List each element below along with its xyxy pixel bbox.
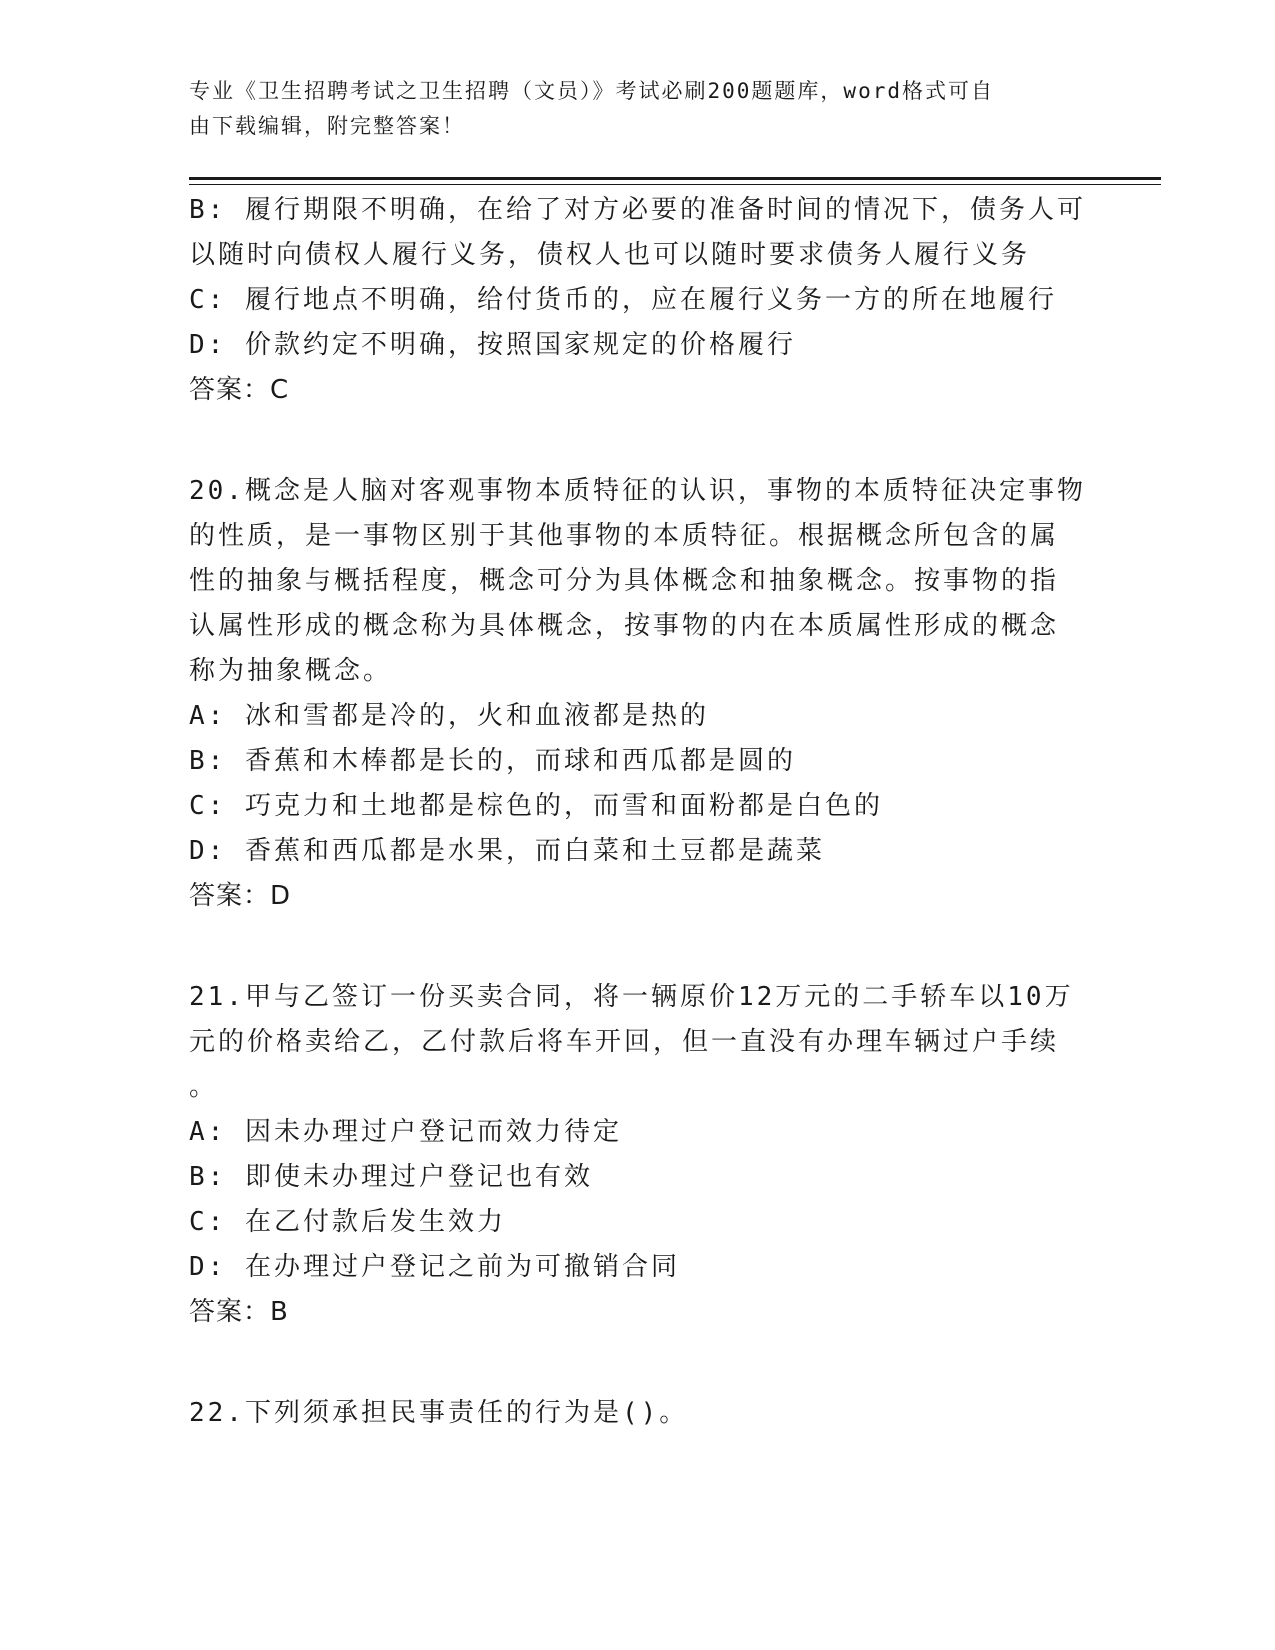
- q20-option-b: B: 香蕉和木棒都是长的，而球和西瓜都是圆的: [189, 746, 796, 776]
- q21-option-d: D: 在办理过户登记之前为可撤销合同: [189, 1252, 680, 1282]
- q21-option-a: A: 因未办理过户登记而效力待定: [189, 1117, 622, 1147]
- q20-option-d: D: 香蕉和西瓜都是水果，而白菜和土豆都是蔬菜: [189, 836, 825, 866]
- spacer: [189, 919, 1089, 975]
- spacer: [189, 1335, 1089, 1391]
- q21-stem-line-2: 元的价格卖给乙，乙付款后将车开回，但一直没有办理车辆过户手续: [189, 1027, 1060, 1057]
- spacer: [189, 413, 1089, 469]
- question-22: [189, 1391, 1089, 1436]
- question-20: [189, 469, 1089, 919]
- header-divider-thick: [189, 177, 1161, 180]
- q19-option-c: C: 履行地点不明确，给付货币的，应在履行义务一方的所在地履行: [189, 285, 1057, 315]
- q21-stem-line-1: 21.甲与乙签订一份买卖合同，将一辆原价12万元的二手轿车以10万: [189, 982, 1074, 1012]
- q19-option-b-line-1: B: 履行期限不明确，在给了对方必要的准备时间的情况下，债务人可: [189, 195, 1086, 225]
- q19-answer: 答案：C: [189, 375, 290, 405]
- question-19-tail: [189, 188, 1089, 413]
- q20-stem-line-3: 性的抽象与概括程度，概念可分为具体概念和抽象概念。按事物的指: [189, 566, 1060, 596]
- q19-option-b-line-2: 以随时向债权人履行义务，债权人也可以随时要求债务人履行义务: [189, 240, 1031, 270]
- header-title-line-2: 由下载编辑，附完整答案！: [189, 114, 465, 138]
- q20-option-a: A: 冰和雪都是冷的，火和血液都是热的: [189, 701, 709, 731]
- q21-option-c: C: 在乙付款后发生效力: [189, 1207, 506, 1237]
- document-body: [189, 188, 1089, 1436]
- q21-answer: 答案：B: [189, 1297, 289, 1327]
- document-header: [189, 74, 1069, 144]
- question-21: [189, 975, 1089, 1335]
- q20-answer: 答案：D: [189, 881, 292, 911]
- q20-stem-line-1: 20.概念是人脑对客观事物本质特征的认识，事物的本质特征决定事物: [189, 476, 1086, 506]
- header-title-line-1: 专业《卫生招聘考试之卫生招聘（文员）》考试必刷200题题库，word格式可自: [189, 79, 994, 103]
- q20-stem-line-5: 称为抽象概念。: [189, 656, 393, 686]
- q21-option-b: B: 即使未办理过户登记也有效: [189, 1162, 593, 1192]
- q20-option-c: C: 巧克力和土地都是棕色的，而雪和面粉都是白色的: [189, 791, 883, 821]
- q22-stem: 22.下列须承担民事责任的行为是()。: [189, 1398, 689, 1428]
- q20-stem-line-2: 的性质，是一事物区别于其他事物的本质特征。根据概念所包含的属: [189, 521, 1060, 551]
- q19-option-d: D: 价款约定不明确，按照国家规定的价格履行: [189, 330, 796, 360]
- q20-stem-line-4: 认属性形成的概念称为具体概念，按事物的内在本质属性形成的概念: [189, 611, 1060, 641]
- q21-stem-line-3: 。: [189, 1072, 219, 1102]
- header-divider-thin: [189, 184, 1161, 185]
